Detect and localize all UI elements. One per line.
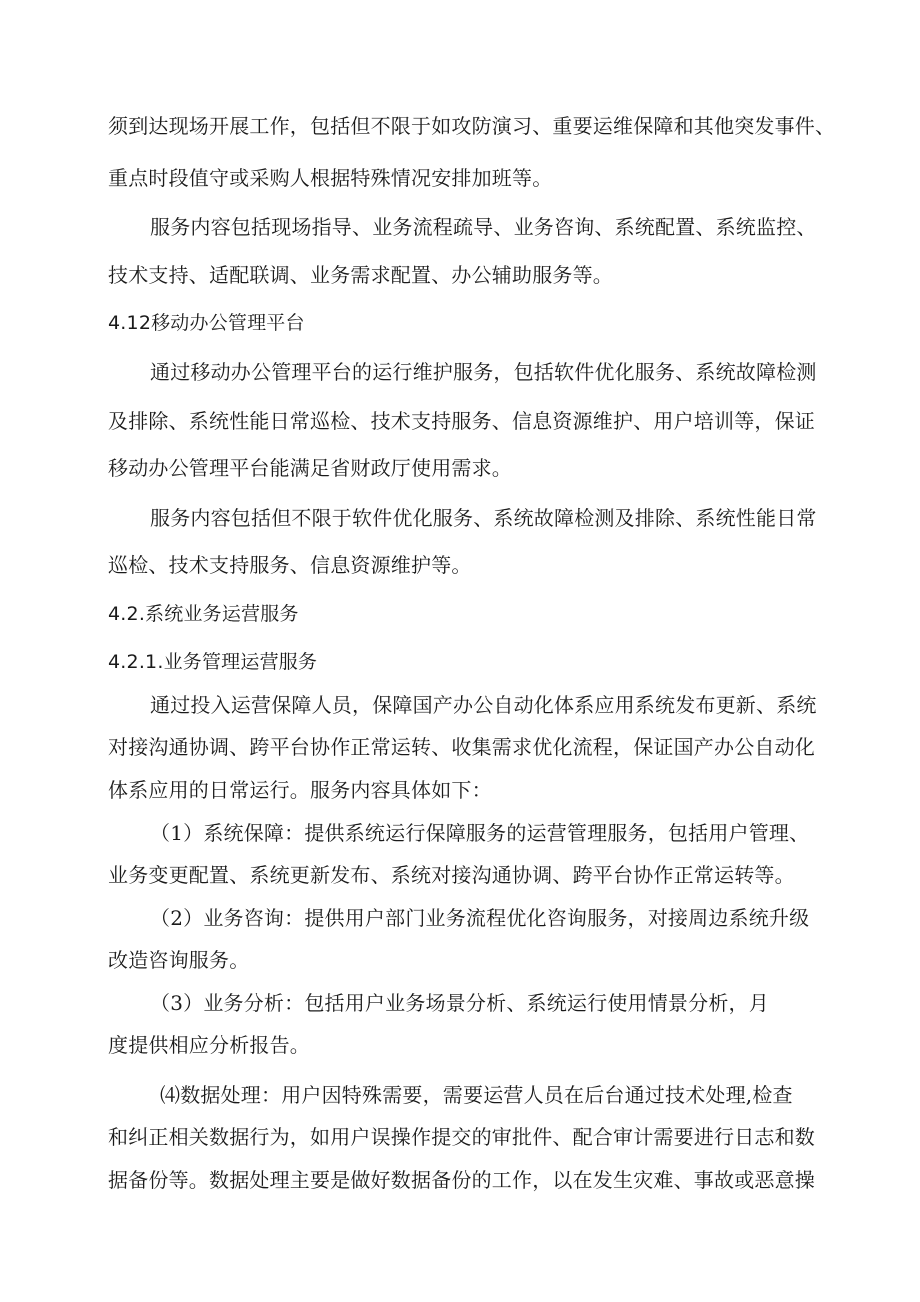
list-item-line: （3）业务分析：包括用户业务场景分析、系统运行使用情景分析，月 — [150, 991, 769, 1015]
subsection-heading: 4.2.1.业务管理运营服务 — [108, 651, 318, 673]
list-item-line: 和纠正相关数据行为，如用户误操作提交的审批件、配合审计需要进行日志和数 — [108, 1125, 815, 1149]
body-text-line: 巡检、技术支持服务、信息资源维护等。 — [108, 553, 472, 577]
body-text-line: 重点时段值守或采购人根据特殊情况安排加班等。 — [108, 166, 553, 190]
list-item-line: 据备份等。数据处理主要是做好数据备份的工作，以在发生灾难、事故或恶意操 — [108, 1168, 815, 1192]
body-text-line: 服务内容包括但不限于软件优化服务、系统故障检测及排除、系统性能日常 — [150, 506, 817, 530]
body-text-line: 移动办公管理平台能满足省财政厅使用需求。 — [108, 456, 512, 480]
body-text-line: 及排除、系统性能日常巡检、技术支持服务、信息资源维护、用户培训等，保证 — [108, 409, 815, 433]
list-item-line: 业务变更配置、系统更新发布、系统对接沟通协调、跨平台协作正常运转等。 — [108, 863, 795, 887]
list-item-line: 度提供相应分析报告。 — [108, 1033, 310, 1057]
body-text-line: 通过投入运营保障人员，保障国产办公自动化体系应用系统发布更新、系统 — [150, 693, 817, 717]
list-item-line: ⑷数据处理：用户因特殊需要，需要运营人员在后台通过技术处理,检查 — [160, 1083, 793, 1107]
list-item-line: （1）系统保障：提供系统运行保障服务的运营管理服务，包括用户管理、 — [150, 821, 810, 845]
body-text-line: 体系应用的日常运行。服务内容具体如下： — [108, 778, 492, 802]
list-item-line: （2）业务咨询：提供用户部门业务流程优化咨询服务，对接周边系统升级 — [150, 906, 810, 930]
body-text-line: 服务内容包括现场指导、业务流程疏导、业务咨询、系统配置、系统监控、 — [150, 215, 817, 239]
body-text-line: 须到达现场开展工作，包括但不限于如攻防演习、重要运维保障和其他突发事件、 — [108, 114, 836, 138]
body-text-line: 对接沟通协调、跨平台协作正常运转、收集需求优化流程，保证国产办公自动化 — [108, 735, 815, 759]
list-item-line: 改造咨询服务。 — [108, 948, 250, 972]
section-heading: 4.2.系统业务运营服务 — [108, 603, 299, 625]
section-heading: 4.12移动办公管理平台 — [108, 312, 305, 334]
body-text-line: 通过移动办公管理平台的运行维护服务，包括软件优化服务、系统故障检测 — [150, 360, 817, 384]
body-text-line: 技术支持、适配联调、业务需求配置、办公辅助服务等。 — [108, 263, 613, 287]
